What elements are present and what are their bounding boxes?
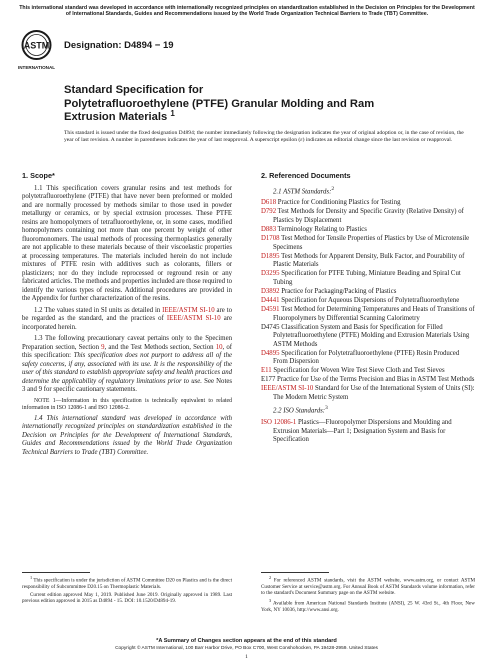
svg-text:ASTM: ASTM (23, 40, 50, 51)
reference-item: D883 Terminology Relating to Plastics (261, 225, 367, 233)
reference-code-link[interactable]: D4745 (261, 323, 280, 331)
astm-standards-intro: 2.1 ASTM Standards:$^2$ (273, 185, 335, 195)
section-9-link[interactable]: 9 (101, 343, 105, 351)
referenced-docs-heading: 2. Referenced Documents (261, 171, 351, 180)
astm-reference-list (261, 199, 475, 402)
title-line-3: Extrusion Materials $^1$ (64, 109, 175, 124)
title-footnote-mark: 1 (170, 109, 175, 119)
footnote-rule-right (261, 572, 329, 573)
reference-item: D1895 Test Methods for Apparent Density, Bulk Factor, and Pourability of Plastic Materials (261, 252, 465, 269)
paragraph-1-4: 1.4 This international standard was developed in accordance with internationally recognized principles on standardization established in the Decision on Principles for the Development of International Standards, Guides and Recommendations issued by the World Trade Organization Technical Barriers to Trade (TBT) Committee. (22, 414, 232, 456)
reference-code-link[interactable]: D1895 (261, 252, 280, 260)
title-line-1: Standard Specification for (64, 84, 204, 96)
reference-code-link[interactable]: E11 (261, 367, 272, 375)
footnote-edition: Current edition approved May 1, 2019. Published June 2019. Originally approved in 1989. Last previous edition approved in 2015 as D4894 - 15. DOI: 10.1520/D4894-19. (22, 591, 232, 604)
reference-code-link[interactable]: D1708 (261, 235, 280, 243)
paragraph-1-3: 1.3 The following precautionary caveat pertains only to the Specimen Preparation section, Section 9, and the Test Methods section, Section 10, of this specification: This specification does not purport to address all of the safety concerns, if any, associated with its use. It is the responsibility of the user of this standard to establish appropriate safety and health practices and determine the applicability of regulatory limitations prior to use. See Notes 3 and 9 for specific cautionary statements. (22, 335, 233, 393)
reference-item: E11 Specification for Woven Wire Test Sieve Cloth and Test Sieves (261, 367, 445, 375)
reference-item: E177 Practice for Use of the Terms Precision and Bias in ASTM Test Methods (261, 376, 475, 384)
reference-code-link[interactable]: D883 (261, 225, 277, 233)
page-number: 1 (245, 654, 248, 660)
iso-standards-intro: 2.2 ISO Standards:$^3$ (273, 405, 328, 415)
reference-code-link[interactable]: D3295 (261, 270, 280, 278)
footnote-rule-left (22, 572, 90, 573)
reference-item: D3892 Practice for Packaging/Packing of Plastics (261, 287, 397, 295)
right-column (261, 172, 475, 445)
note-1: NOTE 1—Information in this specification is technically equivalent to related information in ISO 12086-1 and ISO 12086-2. (22, 397, 232, 411)
standard-title (64, 84, 464, 125)
reference-code-link[interactable]: E177 (261, 376, 276, 384)
astm-logo (18, 29, 55, 73)
reference-code-link[interactable]: D4895 (261, 349, 280, 357)
footnotes-right (261, 575, 475, 615)
section-10-link[interactable]: 10 (215, 343, 223, 351)
copyright-line: Copyright © ASTM International, 100 Barr Harbor Drive, PO Box C700, West Conshohocken, PA 19428-2959. United States (115, 646, 378, 651)
reference-code-link[interactable]: D4591 (261, 306, 280, 314)
reference-item: D3295 Specification for PTFE Tubing, Miniature Beading and Spiral Cut Tubing (261, 270, 461, 286)
reference-code-link[interactable]: ISO 12086-1 (261, 419, 297, 427)
preamble: This standard is issued under the fixed designation D4894; the number immediately following the designation indicates the year of original adoption or, in the case of revision, the year of last revision. A number in parentheses indicates the year of last reapproval. A superscript epsilon (ε) indicates an editorial change since the last revision or reapproval. (64, 130, 464, 143)
reference-item: D1708 Test Method for Tensile Properties of Plastics by Use of Microtensile Specimens (261, 235, 470, 251)
intro-notice: This international standard was developed in accordance with internationally recognized principles on standardization established in the Decision on Principles for the Development of International Standards, Guides and Recommendations issued by the World Trade Organization Technical Barriers to Trade (TBT) Committee. (19, 5, 475, 18)
reference-item: D4895 Specification for Polytetrafluoroethylene (PTFE) Resin Produced From Dispersion (261, 349, 460, 366)
reference-item: D618 Practice for Conditioning Plastics for Testing (261, 199, 401, 207)
reference-code-link[interactable]: D792 (261, 208, 277, 216)
footnotes-left (22, 575, 232, 606)
title-line-2: Polytetrafluoroethylene (PTFE) Granular Molding and Ram (64, 97, 375, 110)
scope-heading: 1. Scope* (22, 171, 55, 180)
reference-code-link[interactable]: IEEE/ASTM SI-10 (261, 385, 314, 393)
reference-code-link[interactable]: D4441 (261, 296, 280, 304)
designation: Designation: D4894 − 19 (64, 40, 174, 51)
reference-item: D4441 Specification for Aqueous Dispersions of Polytetrafluoroethylene (261, 296, 460, 304)
reference-item: D792 Test Methods for Density and Specific Gravity (Relative Density) of Plastics by Displacement (261, 208, 464, 224)
footnote-3: $^3$ Available from American National Standards Institute (ANSI), 25 W. 43rd St., 4th Floor, New York, NY 10036, http://www.ansi.org. (261, 597, 475, 613)
reference-code-link[interactable]: D3892 (261, 287, 280, 295)
paragraph-1-2: 1.2 The values stated in SI units as detailed in IEEE/ASTM SI-10 are to be regarded as the standard, and the practices of IEEE/ASTM SI-10 are incorporated herein. (22, 306, 233, 331)
reference-item: D4745 Classification System and Basis for Specification for Filled Polytetrafluoroethylene (PTFE) Molding and Extrusion Materials Using ASTM Methods (261, 323, 470, 348)
paragraph-1-1: 1.1 This specification covers granular resins and test methods for polytetrafluoroethylene (PTFE) that have never been preformed or molded and are normally processed by methods similar to those used in powder metallurgy or ceramics, or by special extrusion processes. These PTFE resins are homopolymers of tetrafluoroethylene, or, in some cases, modified homopolymers containing not more than one percent by weight of other fluoromonomers. The usual methods of processing thermoplastics generally are not applicable to these materials because of their viscoelastic properties at processing temperatures. The materials included herein do not include mixtures of PTFE resin with additives such as colorants, fillers or plasticizers; nor do they include reprocessed or reground resin or any fabricated articles. The methods and properties included are those required to identify the various types of resins. Additional procedures are provided in the Appendix for further characterization of the resins. (22, 184, 232, 302)
summary-of-changes-note: *A Summary of Changes section appears at the end of this standard (156, 638, 337, 644)
ieee-si10-link[interactable]: IEEE/ASTM SI-10 (166, 315, 221, 322)
footnote-1: $^1$ This specification is under the jurisdiction of ASTM Committee D20 on Plastics and is the direct responsibility of Subcommittee D20.15 on Thermoplastic Materials. (22, 575, 232, 590)
reference-code-link[interactable]: D618 (261, 199, 277, 207)
svg-text:INTERNATIONAL: INTERNATIONAL (18, 65, 55, 70)
reference-item: ISO 12086-1 Plastics—Fluoropolymer Dispersions and Moulding and Extrusion Materials—Part 1; Designation System and Basis for Specification (261, 419, 452, 444)
left-column (22, 172, 232, 460)
ieee-si10-link[interactable]: IEEE/ASTM SI-10 (162, 306, 215, 314)
reference-item: IEEE/ASTM SI-10 Standard for Use of the International System of Units (SI): The Modern Metric System (261, 385, 475, 401)
reference-item: D4591 Test Method for Determining Temperatures and Heats of Transitions of Fluoropolymers by Differential Scanning Calorimetry (261, 306, 475, 322)
footnote-2: $^2$ For referenced ASTM standards, visit the ASTM website, www.astm.org, or contact ASTM Customer Service at service@astm.org. For Annual Book of ASTM Standards volume information, refer to the standard's Document Summary page on the ASTM website. (261, 575, 475, 596)
